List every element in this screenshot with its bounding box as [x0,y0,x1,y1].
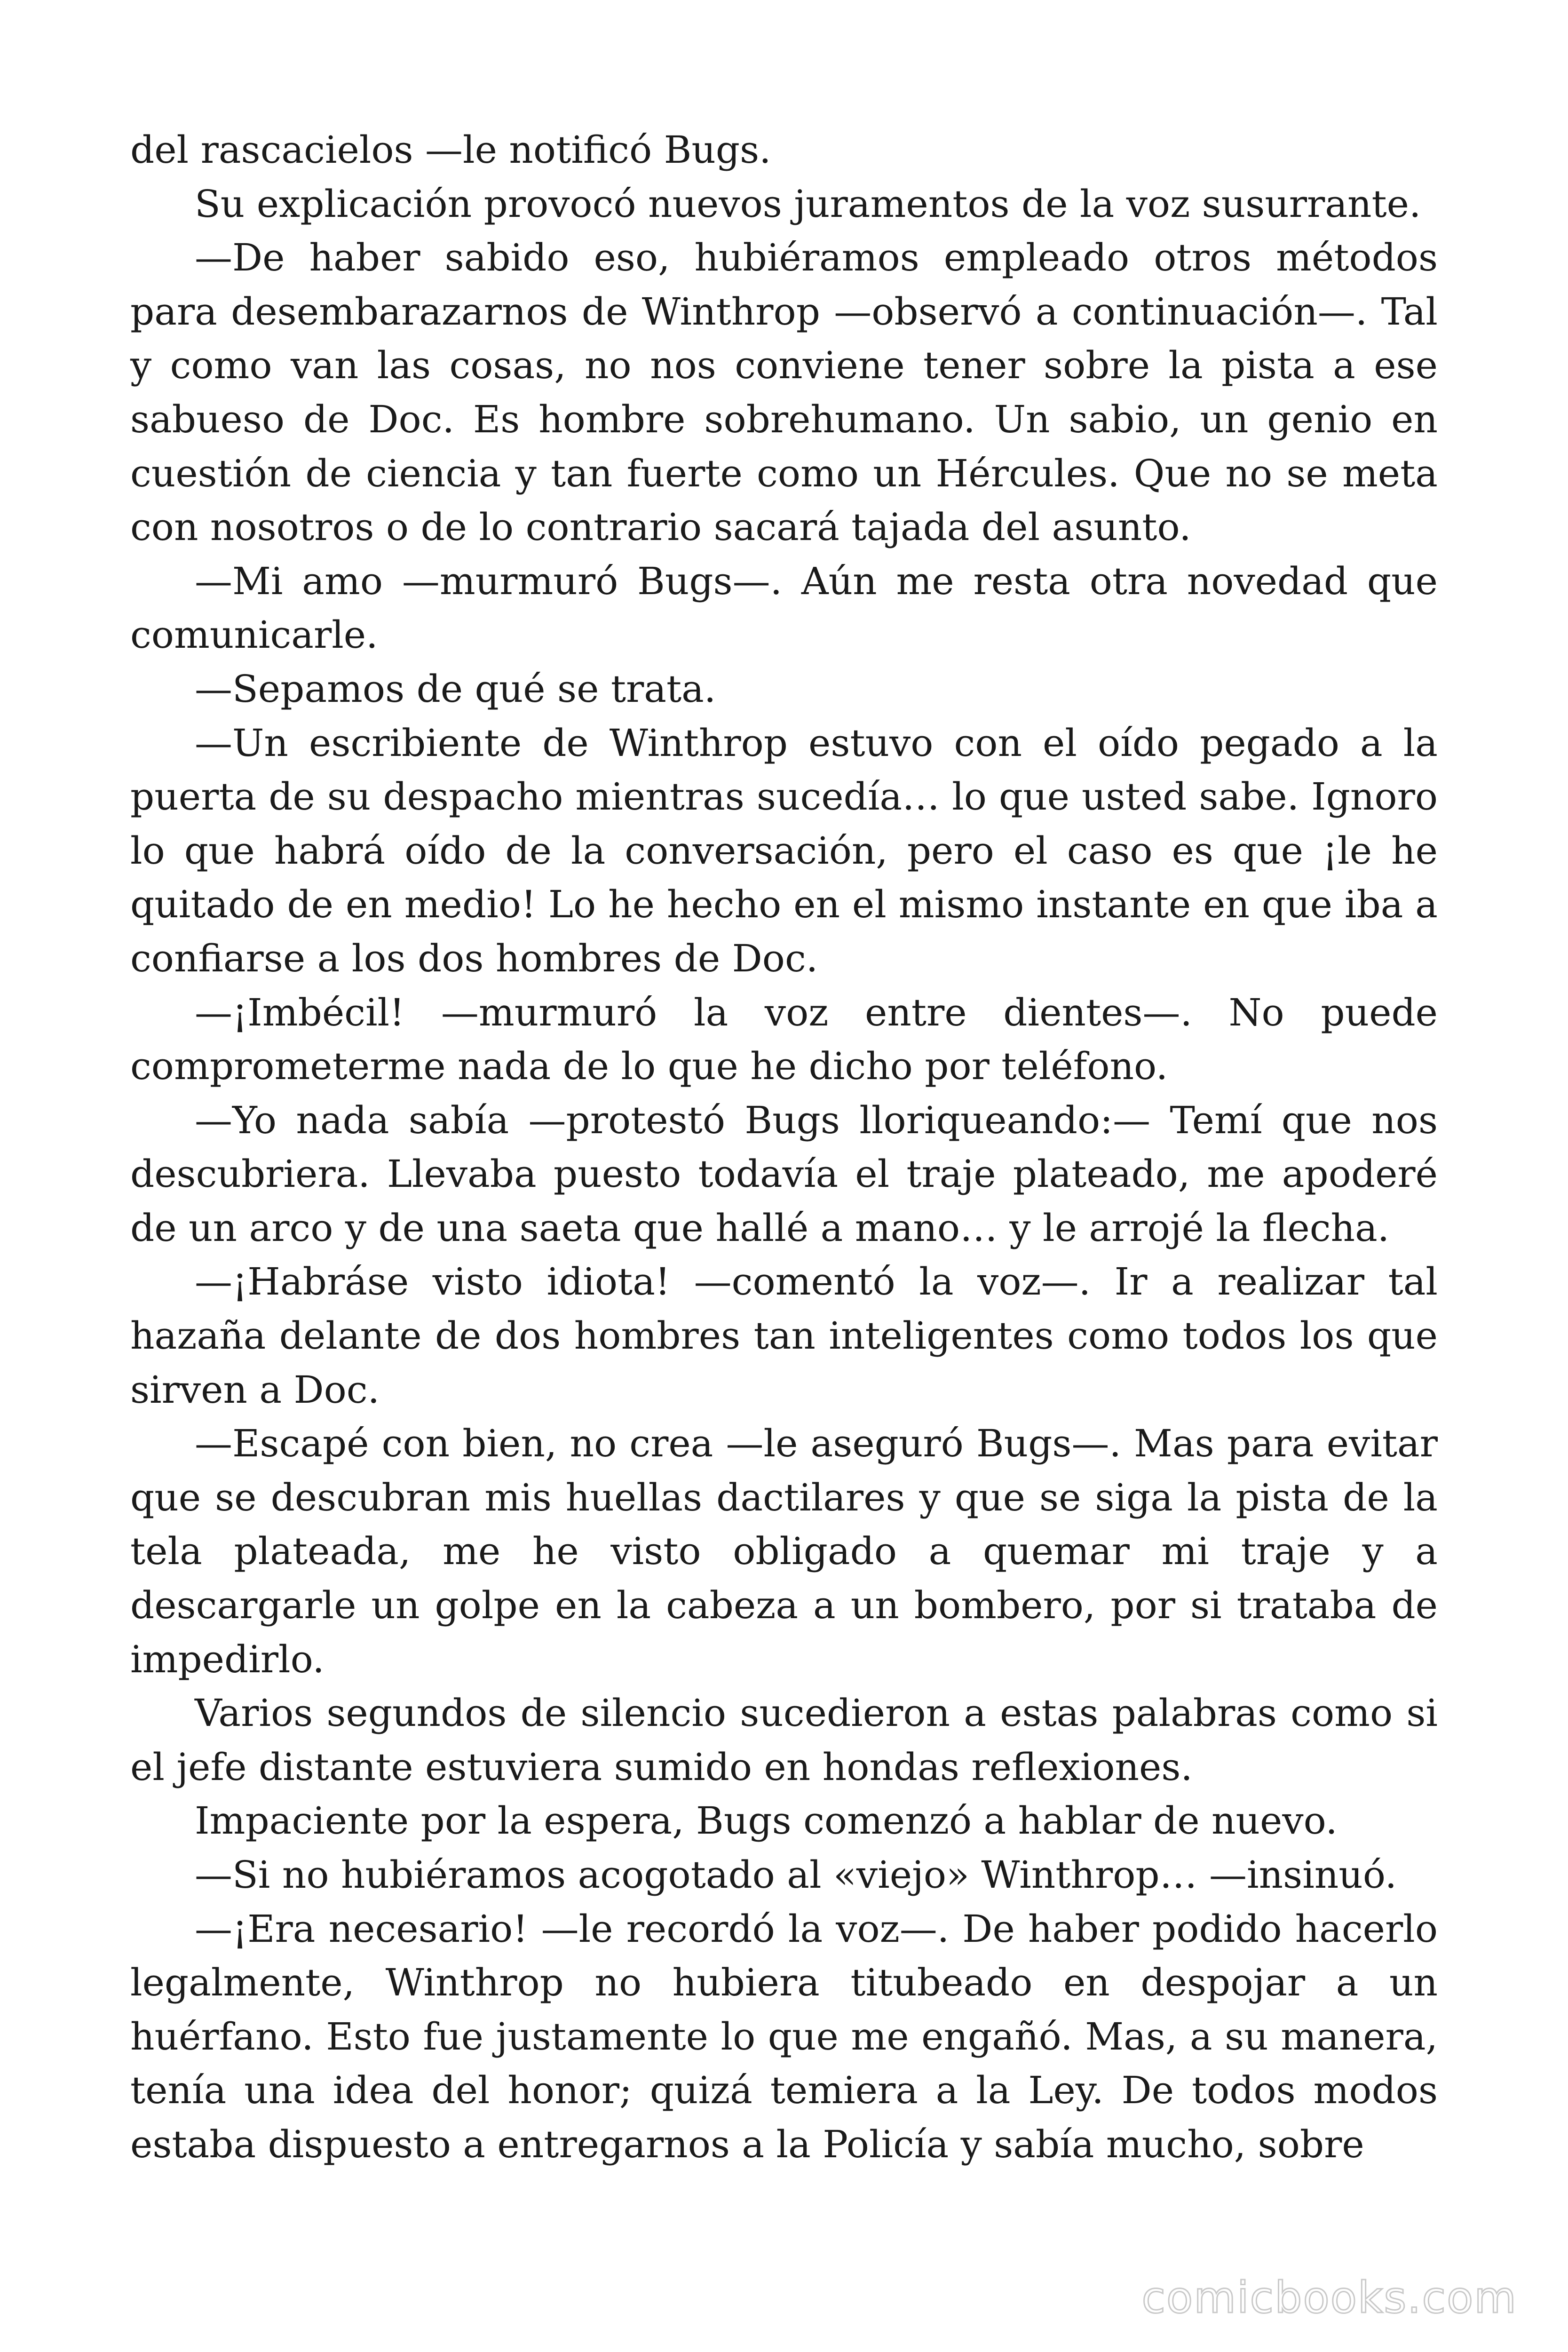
paragraph: —Si no hubiéramos acogotado al «viejo» Winthrop… —insinuó. [195,1853,1397,1897]
paragraph: —Yo nada sabía —protestó Bugs lloriqueando:— Temí que nos descubriera. Llevaba puesto todavía el traje plateado, me apoderé de un arco y de una saeta que hallé a mano… y le arrojé la flecha. [130,1098,1438,1250]
paragraph: —Sepamos de qué se trata. [195,667,716,711]
paragraph: Varios segundos de silencio sucedieron a estas palabras como si el jefe distante estuviera sumido en hondas reflexiones. [130,1691,1438,1789]
paragraph: —¡Era necesario! —le recordó la voz—. De haber podido hacerlo legalmente, Winthrop no hubiera titubeado en despojar a un huérfano. Esto fue justamente lo que me engañó. Mas, a su manera, tenía una idea del honor; quizá temiera a la Ley. De todos modos estaba dispuesto a entregarnos a la Policía y sabía mucho, sobre [130,1907,1438,2166]
watermark: comicbooks.com [1141,2273,1517,2323]
paragraph: —Mi amo —murmuró Bugs—. Aún me resta otra novedad que comunicarle. [130,559,1438,657]
paragraph: Impaciente por la espera, Bugs comenzó a hablar de nuevo. [195,1799,1338,1843]
page-body [130,123,1438,2172]
paragraph: —Escapé con bien, no crea —le aseguró Bugs—. Mas para evitar que se descubran mis huellas dactilares y que se siga la pista de la tela plateada, me he visto obligado a quemar mi traje y a descargarle un golpe en la cabeza a un bombero, por si trataba de impedirlo. [130,1422,1438,1681]
paragraph: Su explicación provocó nuevos juramentos de la voz susurrante. [195,182,1421,226]
paragraph: del rascacielos —le notificó Bugs. [130,128,771,172]
paragraph: —¡Habráse visto idiota! —comentó la voz—. Ir a realizar tal hazaña delante de dos hombres tan inteligentes como todos los que sirven a Doc. [130,1260,1438,1412]
paragraph: —De haber sabido eso, hubiéramos empleado otros métodos para desembarazarnos de Winthrop —observó a continuación—. Tal y como van las cosas, no nos conviene tener sobre la pista a ese sabueso de Doc. Es hombre sobrehumano. Un sabio, un genio en cuestión de ciencia y tan fuerte como un Hércules. Que no se meta con nosotros o de lo contrario sacará tajada del asunto. [130,236,1438,549]
paragraph: —Un escribiente de Winthrop estuvo con el oído pegado a la puerta de su despacho mientras sucedía… lo que usted sabe. Ignoro lo que habrá oído de la conversación, pero el caso es que ¡le he quitado de en medio! Lo he hecho en el mismo instante en que iba a confiarse a los dos hombres de Doc. [130,721,1438,980]
paragraph: —¡Imbécil! —murmuró la voz entre dientes—. No puede comprometerme nada de lo que he dicho por teléfono. [130,990,1438,1089]
